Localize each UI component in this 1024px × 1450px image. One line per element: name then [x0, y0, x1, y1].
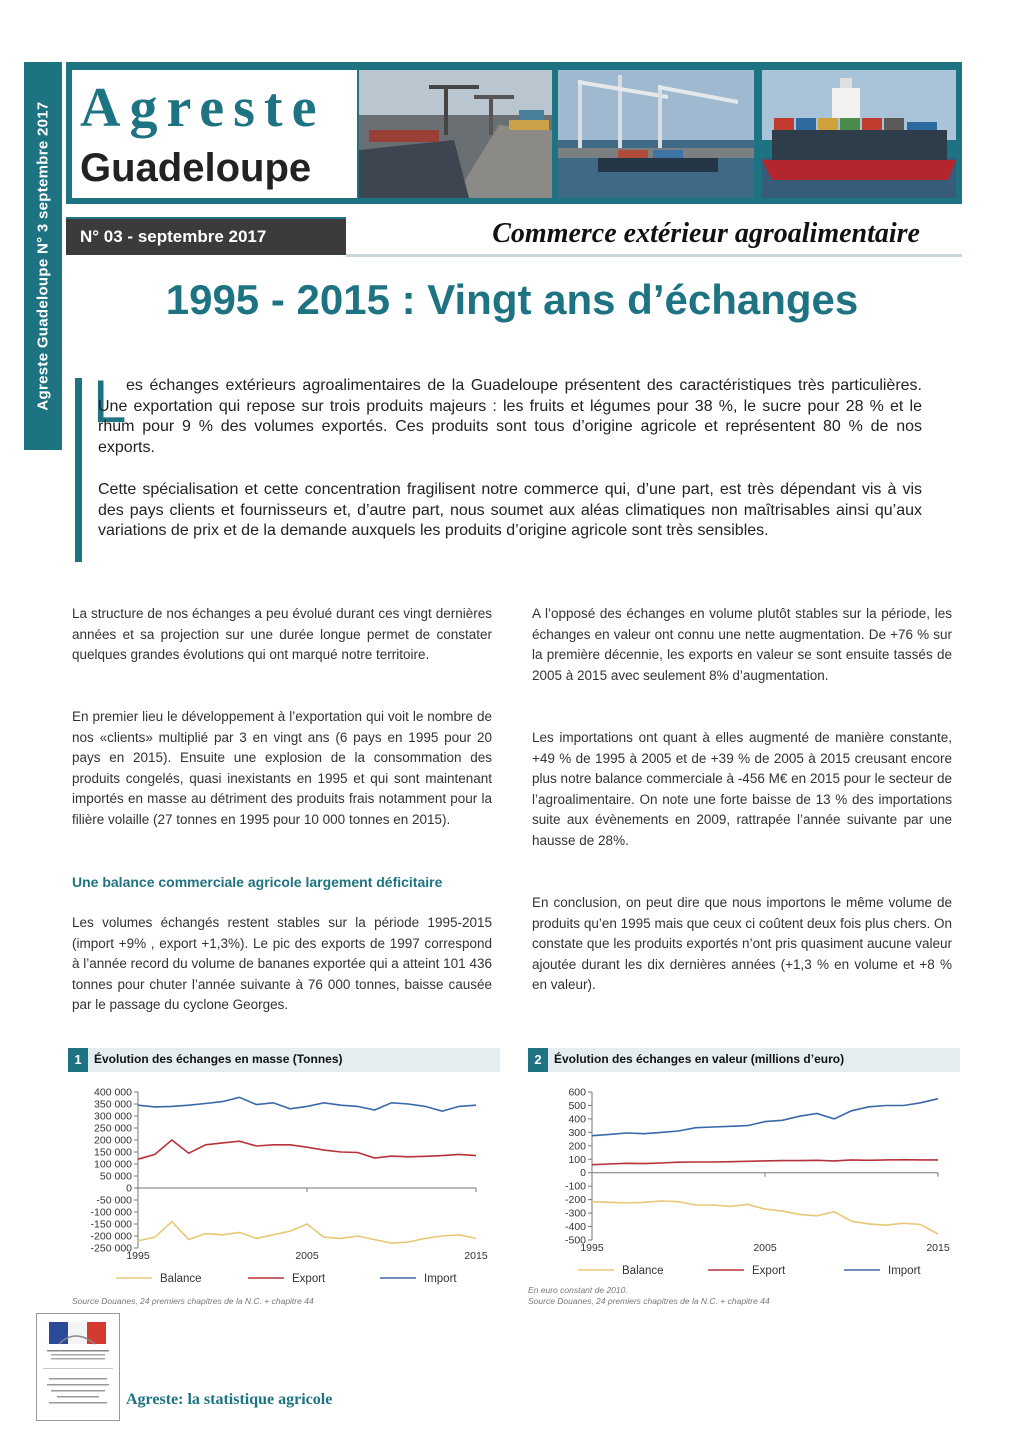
- chart-1-xtick-label: 1995: [126, 1250, 150, 1262]
- chart-1-title: Évolution des échanges en masse (Tonnes): [94, 1052, 343, 1066]
- chart-2-plot: [528, 1078, 960, 1282]
- chart-1-series-balance: [138, 1222, 476, 1244]
- chart-2-legend-label-export: Export: [752, 1265, 786, 1277]
- chart-2-series-import: [592, 1099, 938, 1136]
- chart-1-legend-label-export: Export: [292, 1273, 326, 1285]
- chart-1-ytick-label: 300 000: [94, 1110, 132, 1123]
- port-photo-1: [359, 70, 552, 198]
- chart-1-xtick-label: 2005: [295, 1250, 319, 1262]
- brand-title: Agreste: [80, 77, 326, 139]
- rubric-underline: [346, 254, 962, 257]
- issue-badge: [66, 217, 346, 255]
- chart-2-ytick-label: 200: [568, 1140, 586, 1153]
- chart-2-legend-label-balance: Balance: [622, 1265, 664, 1277]
- port-photo-3: [762, 70, 956, 198]
- chart-1-ytick-label: 100 000: [94, 1158, 132, 1171]
- chart-2-series-balance: [592, 1201, 938, 1234]
- brand-subtitle: Guadeloupe: [80, 146, 312, 190]
- chart-2-xtick-label: 2015: [926, 1242, 950, 1254]
- headline: 1995 - 2015 : Vingt ans d’échanges: [165, 276, 859, 323]
- chart-2-ytick-label: 600: [568, 1086, 586, 1099]
- chart-2-ytick-label: 100: [568, 1153, 586, 1166]
- side-label: Agreste Guadeloupe N° 3 septembre 2017: [34, 101, 52, 411]
- chart-1-series-import: [138, 1097, 476, 1111]
- chart-1-ytick-label: -100 000: [90, 1206, 132, 1219]
- chart-1-ytick-label: 50 000: [99, 1170, 132, 1183]
- chart-1-source: Source Douanes, 24 premiers chapitres de la N.C. + chapitre 44: [72, 1296, 314, 1306]
- chart-1-legend-label-import: Import: [424, 1273, 457, 1285]
- chart-1-series-export: [138, 1140, 476, 1159]
- chart-1-legend-label-balance: Balance: [160, 1273, 202, 1285]
- chart-1-ytick-label: 350 000: [94, 1098, 132, 1111]
- chart-1-ytick-label: 0: [126, 1182, 132, 1195]
- issue-label: N° 03 - septembre 2017: [80, 227, 267, 246]
- chart-2-ytick-label: -100: [564, 1180, 586, 1193]
- body-right-paragraph-3: En conclusion, on peut dire que nous importons le même volume de produits qu’en 1995 mais que ceux ci coûtent deux fois plus chers. On constate que les produits exportés n’ont pris quasiment aucune valeur ajoutée durant les dix dernières années (+1,3 % en volume et +8 % en valeur).: [532, 895, 952, 993]
- ministry-logo: [36, 1313, 120, 1421]
- chart-2-ytick-label: 300: [568, 1126, 586, 1139]
- chart-1-ytick-label: 400 000: [94, 1086, 132, 1099]
- body-left-paragraph-2: En premier lieu le développement à l’exportation qui voit le nombre de nos «clients» multiplié par 3 en vingt ans (6 pays en 1995 pour 20 pays en 2015). Ensuite une explosion de la consommation des produits congelés, quasi inexistants en 1995 et qui sont maintenant importés en masse au détriment des produits frais notamment pour la filière volaille (27 tonnes en 1995 pour 10 000 tonnes en 2015).: [72, 709, 492, 827]
- chart-2-title: Évolution des échanges en valeur (millions d’euro): [554, 1052, 845, 1066]
- body-right-paragraph-2: Les importations ont quant à elles augmenté de manière constante, +49 % de 1995 à 2005 et de +39 % de 2005 à 2015 creusant encore plus notre balance commerciale à -456 M€ en 2015 pour le secteur de l’agroalimentaire. On note une forte baisse de 13 % des importations suite aux évènements en 2009, rattrapée l’année suivante par une hausse de 28%.: [532, 730, 952, 848]
- rubric-title: Commerce extérieur agroalimentaire: [492, 218, 920, 249]
- body-left-paragraph-1: La structure de nos échanges a peu évolué durant ces vingt dernières années et sa projection sur une durée longue permet de constater quelques grandes évolutions qui ont marqué notre territoire.: [72, 606, 492, 663]
- chart-2-series-export: [592, 1160, 938, 1165]
- intro-paragraph-2: Cette spécialisation et cette concentration fragilisent notre commerce qui, d’une part, est très dépendant vis à vis des pays clients et fournisseurs et, d’autre part, nous soumet aux aléas climatiques non maîtrisables ainsi qu’aux variations de prix et de la demande auxquels les produits d’origine agricole sont très sensibles.: [98, 481, 922, 539]
- body-right-paragraph-1: A l’opposé des échanges en volume plutôt stables sur la période, les échanges en valeur ont connu une nette augmentation. De +76 % sur la première décennie, les exports en valeur se sont ensuite tassés de 2005 à 2015 avec seulement 8% d’augmentation.: [532, 606, 952, 683]
- brand-block: [72, 70, 357, 198]
- chart-2-ytick-label: 0: [580, 1167, 586, 1180]
- chart-2-number: 2: [528, 1048, 548, 1072]
- chart-1-ytick-label: 200 000: [94, 1134, 132, 1147]
- chart-2-source: Source Douanes, 24 premiers chapitres de la N.C. + chapitre 44: [528, 1296, 770, 1306]
- chart-1-ytick-label: -250 000: [90, 1242, 132, 1255]
- body-left-paragraph-3: Les volumes échangés restent stables sur la période 1995-2015 (import +9% , export +1,3%). Le pic des exports de 1997 correspond à l’année record du volume de bananes exportée qui a atteint 101 436 tonnes pour chuter l’année suivante à 76 000 tonnes, baisse causée par le passage du cyclone Georges.: [72, 915, 492, 1013]
- chart-2-header: [528, 1048, 960, 1072]
- intro-accent-bar: [75, 378, 82, 562]
- chart-2-ytick-label: 500: [568, 1099, 586, 1112]
- port-photo-2: [558, 70, 754, 198]
- intro-paragraph-1: es échanges extérieurs agroalimentaires de la Guadeloupe présentent des caractéristiques très particulières. Une exportation qui repose sur trois produits majeurs : les fruits et légumes pour 38 %, le sucre pour 28 % et le rhum pour 9 % des volumes exportés. Ces produits sont tous d’origine agricole et représentent 80 % de nos exports.: [98, 377, 922, 456]
- chart-2-xtick-label: 2005: [753, 1242, 777, 1254]
- chart-1-xtick-label: 2015: [464, 1250, 488, 1262]
- chart-2-xtick-label: 1995: [580, 1242, 604, 1254]
- chart-1-ytick-label: -50 000: [96, 1194, 132, 1207]
- chart-1-number: 1: [68, 1048, 88, 1072]
- chart-1-ytick-label: -200 000: [90, 1230, 132, 1243]
- intro-dropcap: L: [93, 368, 127, 435]
- chart-1-ytick-label: 250 000: [94, 1122, 132, 1135]
- chart-2-ytick-label: 400: [568, 1113, 586, 1126]
- footer-tagline: Agreste: la statistique agricole: [126, 1391, 333, 1408]
- section-subheading: Une balance commerciale agricole largement déficitaire: [72, 874, 443, 890]
- chart-1-header: [68, 1048, 500, 1072]
- chart-2-legend-label-import: Import: [888, 1265, 921, 1277]
- chart-2-ytick-label: -200: [564, 1194, 586, 1207]
- chart-1-ytick-label: -150 000: [90, 1218, 132, 1231]
- chart-1-plot: [68, 1078, 500, 1290]
- chart-1-ytick-label: 150 000: [94, 1146, 132, 1159]
- chart-2-ytick-label: -400: [564, 1221, 586, 1234]
- chart-2-ytick-label: -300: [564, 1207, 586, 1220]
- chart-2-note: En euro constant de 2010.: [528, 1285, 628, 1295]
- chart-2-ytick-label: -500: [564, 1234, 586, 1247]
